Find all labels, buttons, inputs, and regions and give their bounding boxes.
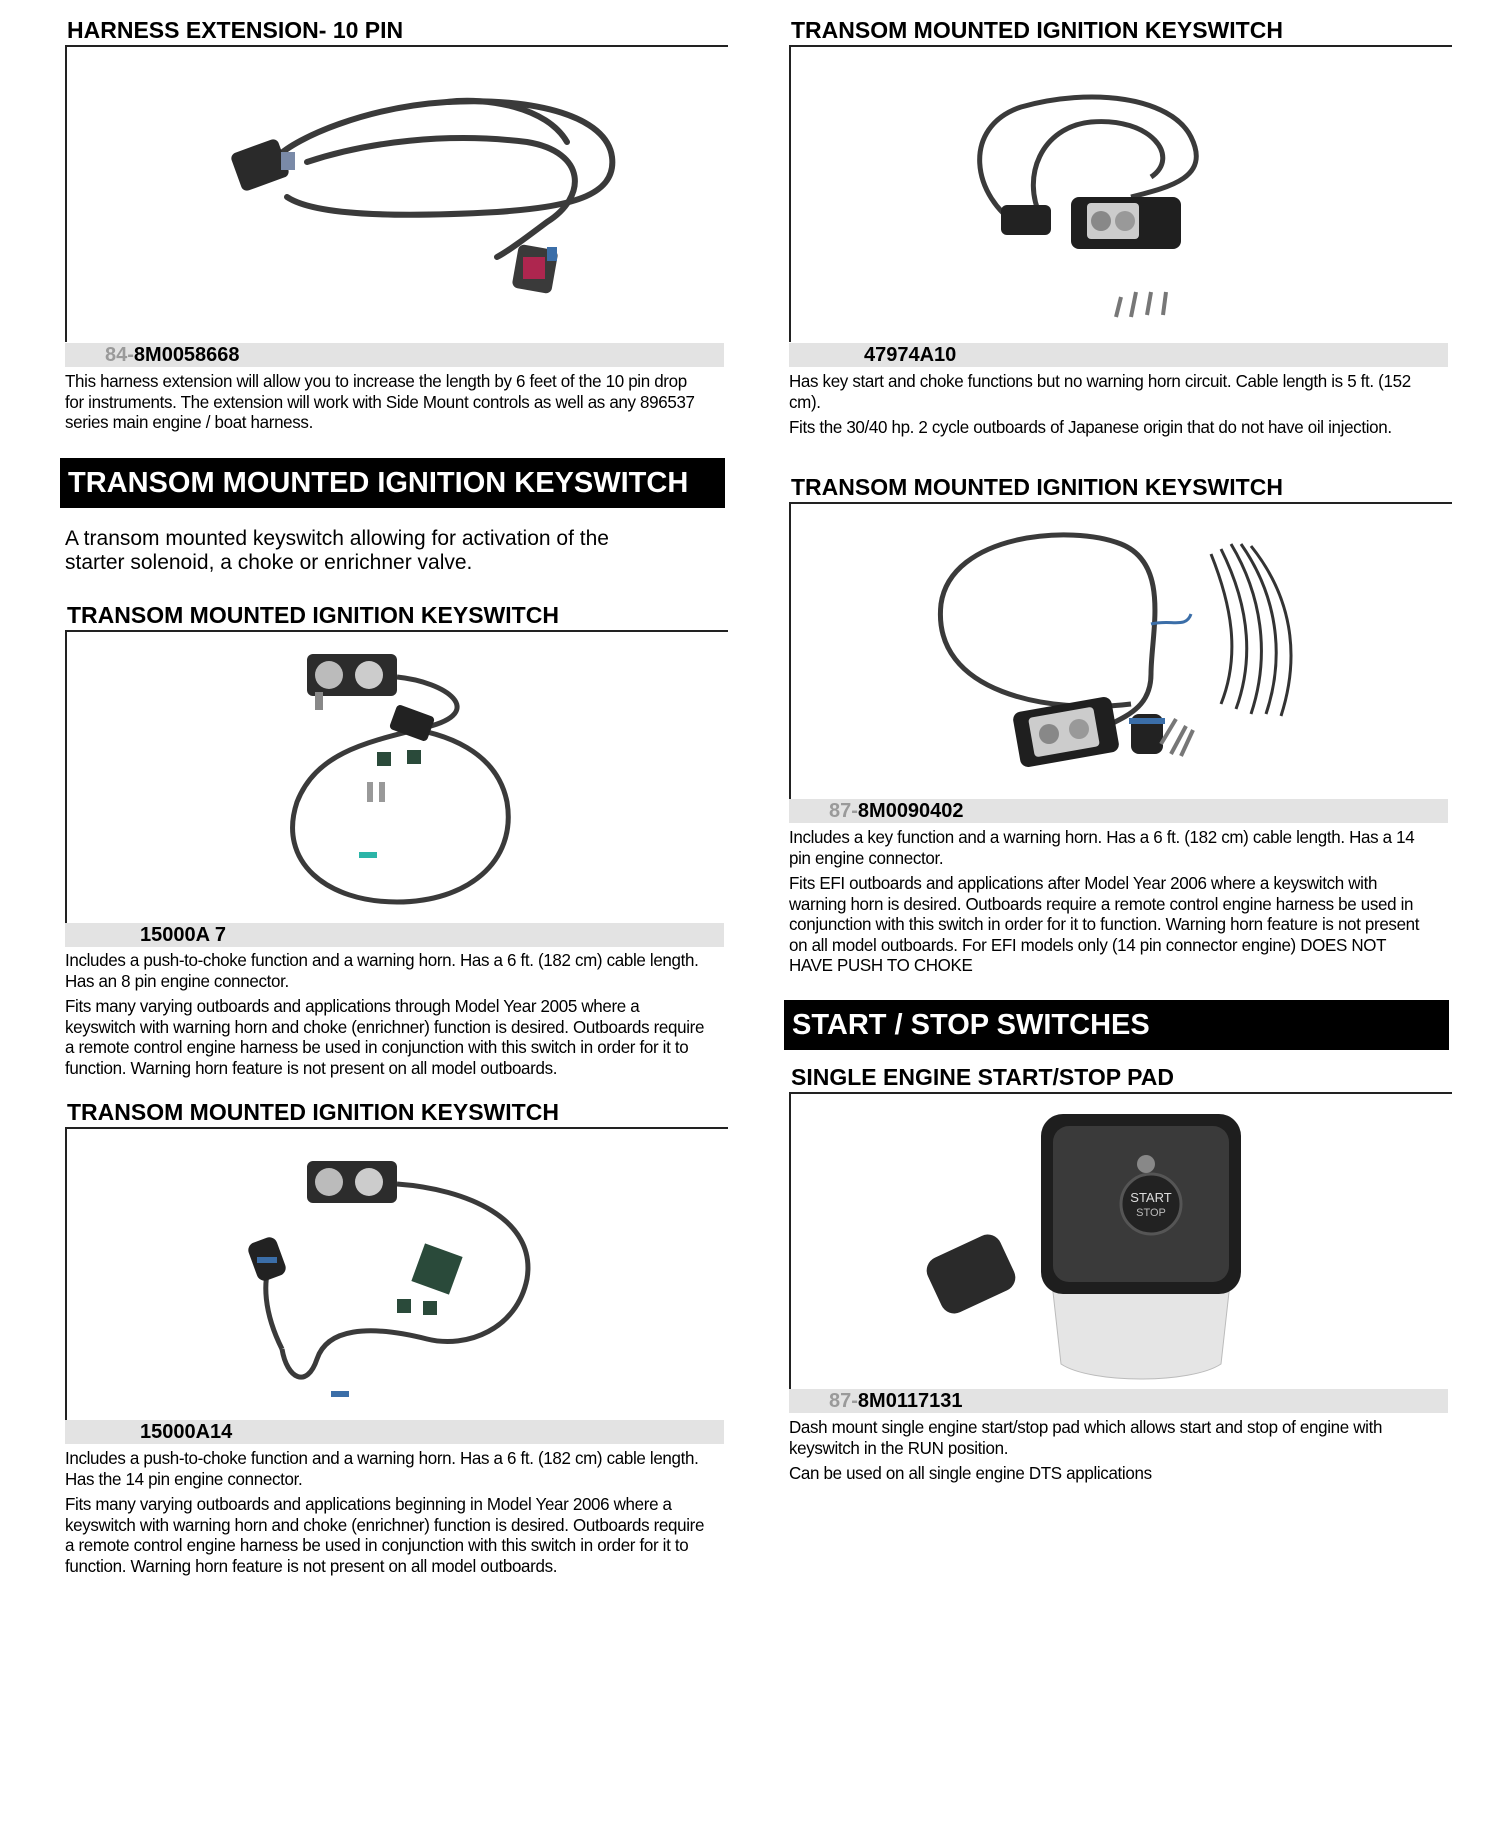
start-stop-image <box>789 1094 1450 1389</box>
part-number: 8M0117131 <box>857 1390 963 1412</box>
harness-title: HARNESS EXTENSION- 10 PIN <box>65 15 728 47</box>
keyswitch-efi-title: TRANSOM MOUNTED IGNITION KEYSWITCH <box>789 472 1452 504</box>
start-stop-part-number <box>789 1389 1448 1413</box>
keyswitch-icon <box>791 47 1450 342</box>
start-stop-desc-line: Can be used on all single engine DTS applications <box>789 1463 1152 1483</box>
keyswitch-icon <box>67 1129 726 1421</box>
keyswitch-a7-title: TRANSOM MOUNTED IGNITION KEYSWITCH <box>65 600 728 632</box>
keyswitch-efi-part-number <box>789 799 1448 823</box>
keyswitch-icon <box>791 504 1450 799</box>
part-number: 8M0090402 <box>857 800 964 822</box>
part-prefix: 84- <box>105 344 134 366</box>
keyswitch-a14-desc-line: Includes a push-to-choke function and a warning horn. Has a 6 ft. (182 cm) cable length. Has the 14 pin engine connector. <box>65 1448 699 1489</box>
part-prefix: 87- <box>829 1390 858 1412</box>
harness-desc-line: This harness extension will allow you to increase the length by 6 feet of the 10 pin drop for instruments. The extension will work with Side Mount controls as well as any 896537 series main engine / boat harness. <box>65 371 695 432</box>
keyswitch-a7-desc-line: Includes a push-to-choke function and a warning horn. Has a 6 ft. (182 cm) cable length. Has an 8 pin engine connector. <box>65 950 699 991</box>
keyswitch-a7-part-number <box>65 923 724 947</box>
keyswitch-a7-image <box>65 632 726 924</box>
start-stop-title: SINGLE ENGINE START/STOP PAD <box>789 1062 1452 1094</box>
keyswitch-efi-description <box>789 827 1430 981</box>
stop-label: STOP <box>1136 1207 1166 1219</box>
harness-image <box>65 47 726 342</box>
keyswitch-icon <box>67 632 726 924</box>
part-number: 15000A14 <box>140 1421 233 1443</box>
harness-part-number <box>65 343 724 367</box>
keyswitch-47974-image <box>789 47 1450 342</box>
start-label: START <box>1130 1190 1172 1205</box>
part-number: 8M0058668 <box>133 344 240 366</box>
part-number: 15000A 7 <box>140 924 226 946</box>
start-stop-section-banner: START / STOP SWITCHES <box>784 1000 1449 1050</box>
keyswitch-a14-image <box>65 1129 726 1421</box>
keyswitch-section-banner: TRANSOM MOUNTED IGNITION KEYSWITCH <box>60 458 725 508</box>
harness-cable-icon <box>67 47 726 342</box>
keyswitch-a14-desc-line: Fits many varying outboards and applications beginning in Model Year 2006 where a keyswitch with warning horn and choke (enrichner) function is desired. Outboards require a remote control engine harness be used in conjunction with this switch in order for it to function. Warning horn feature is not present on all model outboards. <box>65 1494 705 1576</box>
part-number: 47974A10 <box>864 344 957 366</box>
keyswitch-a14-description <box>65 1448 706 1581</box>
keyswitch-efi-desc-line: Fits EFI outboards and applications after Model Year 2006 where a keyswitch with warning horn is desired. Outboards require a remote control engine harness be used in conjunction with this switch in order for it to function. Warning horn feature is not present on all model outboards. For EFI models only (14 pin connector engine) DOES NOT HAVE PUSH TO CHOKE <box>789 873 1420 975</box>
keyswitch-efi-image <box>789 504 1450 799</box>
keyswitch-a7-description <box>65 950 706 1083</box>
harness-description <box>65 371 706 438</box>
keyswitch-section-intro: A transom mounted keyswitch allowing for activation of the starter solenoid, a choke or enrichner valve. <box>65 527 609 574</box>
keyswitch-47974-description <box>789 371 1430 443</box>
keyswitch-efi-desc-line: Includes a key function and a warning horn. Has a 6 ft. (182 cm) cable length. Has a 14 pin engine connector. <box>789 827 1415 868</box>
keyswitch-a7-desc-line: Fits many varying outboards and applications through Model Year 2005 where a keyswitch with warning horn and choke (enrichner) function is desired. Outboards require a remote control engine harness be used in conjunction with this switch in order for it to function. Warning horn feature is not present on all model outboards. <box>65 996 705 1078</box>
keyswitch-47974-desc-line: Has key start and choke functions but no warning horn circuit. Cable length is 5 ft. (152 cm). <box>789 371 1411 412</box>
start-stop-desc-line: Dash mount single engine start/stop pad which allows start and stop of engine with keyswitch in the RUN position. <box>789 1417 1383 1458</box>
keyswitch-a14-part-number <box>65 1420 724 1444</box>
start-stop-description <box>789 1417 1430 1489</box>
keyswitch-47974-part-number <box>789 343 1448 367</box>
keyswitch-a14-title: TRANSOM MOUNTED IGNITION KEYSWITCH <box>65 1097 728 1129</box>
start-stop-pad-icon <box>791 1094 1450 1389</box>
keyswitch-47974-desc-line: Fits the 30/40 hp. 2 cycle outboards of Japanese origin that do not have oil injection. <box>789 417 1392 437</box>
keyswitch-47974-title: TRANSOM MOUNTED IGNITION KEYSWITCH <box>789 15 1452 47</box>
part-prefix: 87- <box>829 800 858 822</box>
